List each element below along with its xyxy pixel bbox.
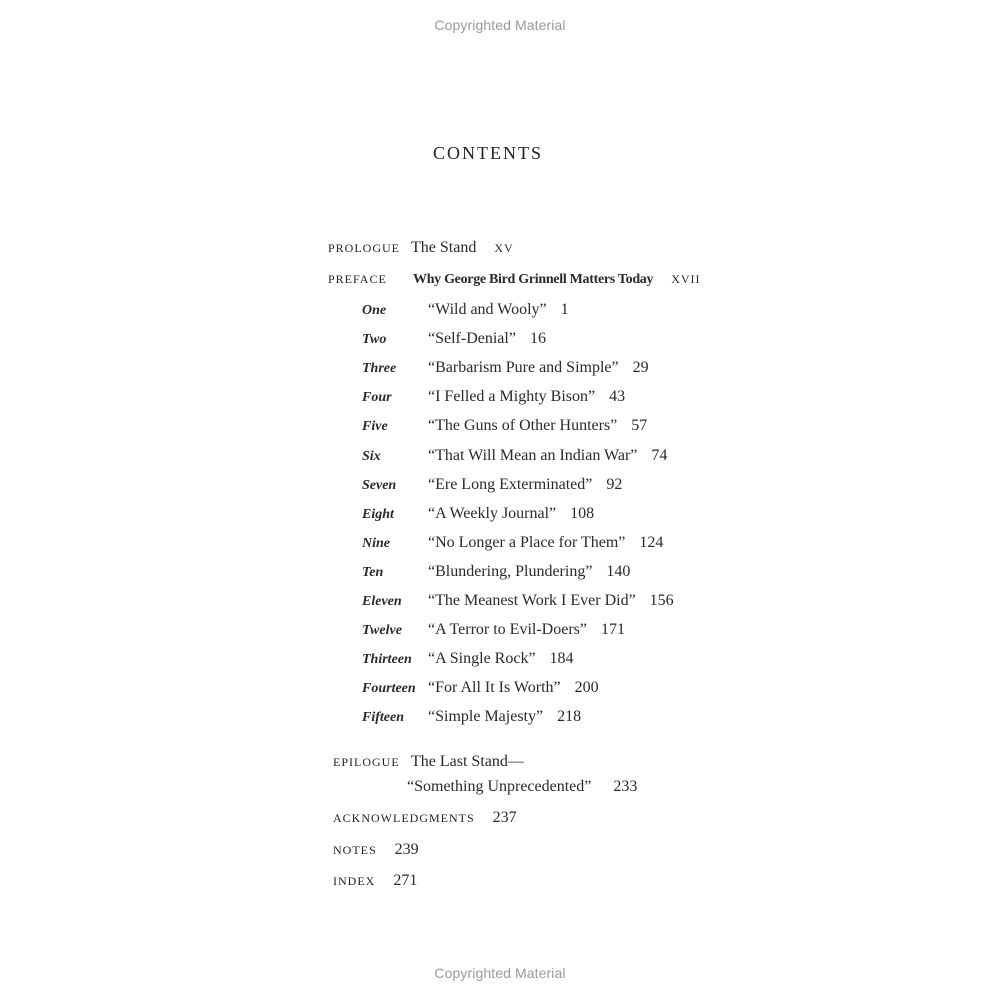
- chapter-title: “The Guns of Other Hunters”: [428, 417, 618, 434]
- chapter-number: One: [362, 303, 387, 318]
- toc-entry-acknowledgments[interactable]: [333, 808, 517, 828]
- toc-entry-preface[interactable]: [328, 269, 701, 290]
- chapter-number: Fifteen: [362, 710, 404, 725]
- chapter-number: Ten: [362, 565, 384, 580]
- toc-entry-chapter[interactable]: [362, 620, 625, 641]
- notes-page: 239: [394, 841, 419, 858]
- chapter-page: 140: [606, 563, 631, 580]
- chapter-number: Eight: [362, 507, 394, 522]
- toc-entry-chapter[interactable]: [362, 649, 574, 670]
- copyright-watermark-top: Copyrighted Material: [434, 17, 566, 33]
- chapter-number: Nine: [362, 536, 390, 551]
- chapter-page: 57: [631, 417, 648, 434]
- chapter-number: Three: [362, 361, 397, 376]
- toc-entry-chapter[interactable]: [362, 416, 647, 437]
- chapter-title: “Self-Denial”: [428, 330, 516, 347]
- prologue-label: PROLOGUE: [328, 241, 401, 255]
- chapter-page: 200: [574, 679, 599, 696]
- toc-entry-chapter[interactable]: [362, 475, 622, 496]
- toc-entry-chapter[interactable]: [362, 358, 649, 379]
- toc-entry-chapter[interactable]: [362, 300, 569, 321]
- chapter-number: Six: [362, 449, 381, 464]
- chapter-title: “That Will Mean an Indian War”: [428, 447, 638, 464]
- chapter-number: Four: [362, 390, 392, 405]
- chapter-number: Thirteen: [362, 652, 412, 667]
- toc-entry-chapter[interactable]: [362, 387, 625, 408]
- chapter-title: “A Weekly Journal”: [428, 505, 557, 522]
- preface-title: Why George Bird Grinnell Matters Today: [413, 272, 654, 287]
- prologue-title: The Stand: [411, 239, 477, 256]
- chapter-page: 156: [649, 592, 674, 609]
- chapter-title: “Wild and Wooly”: [428, 301, 547, 318]
- chapter-title: “Barbarism Pure and Simple”: [428, 359, 619, 376]
- chapter-number: Twelve: [362, 623, 402, 638]
- chapter-title: “The Meanest Work I Ever Did”: [428, 592, 636, 609]
- toc-entry-chapter[interactable]: [362, 446, 667, 467]
- notes-label: NOTES: [333, 843, 377, 857]
- chapter-number: Two: [362, 332, 387, 347]
- preface-page: XVII: [671, 272, 701, 286]
- chapter-title: “Simple Majesty”: [428, 708, 544, 725]
- preface-label: PREFACE: [328, 272, 387, 286]
- chapter-title: “For All It Is Worth”: [428, 679, 561, 696]
- prologue-page: XV: [494, 241, 514, 255]
- page-title: CONTENTS: [433, 143, 543, 163]
- toc-entry-epilogue-continued[interactable]: [407, 777, 637, 797]
- index-label: INDEX: [333, 874, 376, 888]
- chapter-page: 108: [570, 505, 595, 522]
- chapter-title: “A Terror to Evil-Doers”: [428, 621, 587, 638]
- epilogue-page: 233: [613, 778, 638, 795]
- toc-entry-chapter[interactable]: [362, 591, 674, 612]
- toc-entry-chapter[interactable]: [362, 562, 630, 583]
- chapter-title: “No Longer a Place for Them”: [428, 534, 626, 551]
- chapter-page: 74: [651, 447, 668, 464]
- toc-entry-chapter[interactable]: [362, 329, 546, 350]
- chapter-number: Seven: [362, 478, 397, 493]
- epilogue-label: EPILOGUE: [333, 755, 400, 769]
- chapter-title: “I Felled a Mighty Bison”: [428, 388, 596, 405]
- chapter-page: 184: [549, 650, 574, 667]
- toc-entry-chapter[interactable]: [362, 678, 599, 699]
- toc-entry-prologue[interactable]: [328, 238, 514, 258]
- chapter-title: “Ere Long Exterminated”: [428, 476, 593, 493]
- chapter-page: 92: [606, 476, 623, 493]
- epilogue-title-line2: “Something Unprecedented”: [407, 778, 592, 795]
- chapter-number: Eleven: [362, 594, 402, 609]
- chapter-page: 124: [639, 534, 664, 551]
- chapter-page: 43: [609, 388, 626, 405]
- chapter-page: 218: [557, 708, 582, 725]
- chapter-title: “A Single Rock”: [428, 650, 536, 667]
- epilogue-title-line1: The Last Stand—: [411, 753, 524, 770]
- chapter-page: 29: [632, 359, 649, 376]
- toc-entry-chapter[interactable]: [362, 533, 663, 554]
- toc-entry-chapter[interactable]: [362, 707, 581, 728]
- toc-entry-chapter[interactable]: [362, 504, 594, 525]
- acknowledgments-label: ACKNOWLEDGMENTS: [333, 811, 475, 825]
- index-page: 271: [393, 872, 418, 889]
- copyright-watermark-bottom: Copyrighted Material: [434, 965, 566, 981]
- chapter-number: Five: [362, 419, 388, 434]
- chapter-page: 16: [529, 330, 546, 347]
- chapter-page: 171: [600, 621, 625, 638]
- chapter-title: “Blundering, Plundering”: [428, 563, 593, 580]
- chapter-number: Fourteen: [362, 681, 416, 696]
- toc-entry-notes[interactable]: [333, 840, 419, 860]
- toc-entry-index[interactable]: [333, 871, 417, 891]
- toc-entry-epilogue[interactable]: [333, 752, 524, 772]
- acknowledgments-page: 237: [492, 809, 517, 826]
- chapter-page: 1: [560, 301, 569, 318]
